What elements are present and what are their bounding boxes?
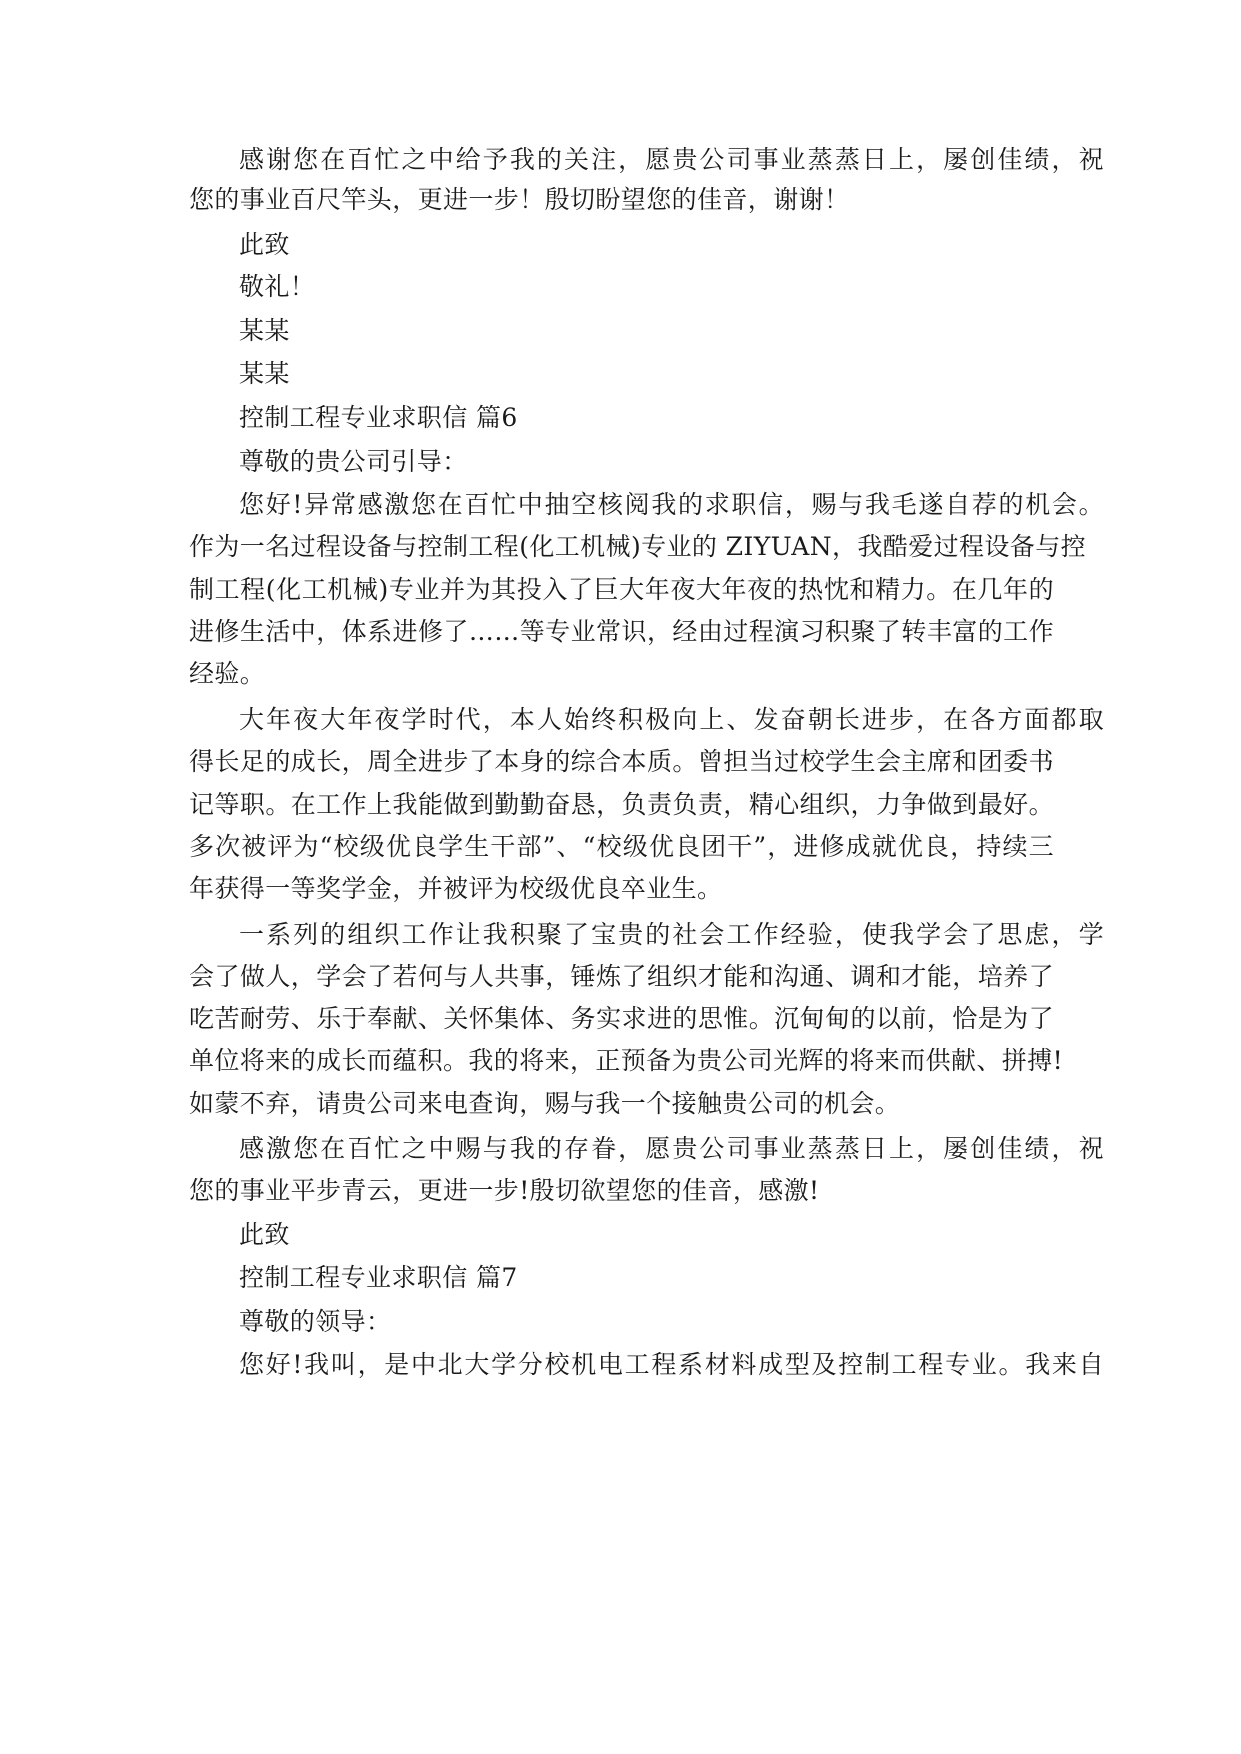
text-line-11: 制工程(化工机械)专业并为其投入了巨大年夜大年夜的热忱和精力。在几年的 (189, 575, 1054, 604)
text-line-29: 您好!我叫，是中北大学分校机电工程系材料成型及控制工程专业。我来自 (239, 1350, 1104, 1379)
text-line-20: 会了做人，学会了若何与人共事，锤炼了组织才能和沟通、调和才能，培养了 (189, 962, 1054, 991)
text-line-21: 吃苦耐劳、乐于奉献、关怀集体、务实求进的思惟。沉甸甸的以前，恰是为了 (189, 1004, 1054, 1033)
text-line-24: 感激您在百忙之中赐与我的存眷，愿贵公司事业蒸蒸日上，屡创佳绩，祝 (239, 1134, 1104, 1163)
text-line-2: 您的事业百尺竿头，更进一步！殷切盼望您的佳音，谢谢！ (189, 185, 850, 214)
section-heading-7: 控制工程专业求职信 篇7 (239, 1263, 518, 1292)
salutation-7: 尊敬的领导： (239, 1307, 392, 1336)
text-line-4: 敬礼！ (239, 272, 316, 301)
text-line-10: 作为一名过程设备与控制工程(化工机械)专业的 ZIYUAN，我酷爱过程设备与控 (189, 532, 1087, 561)
text-line-25: 您的事业平步青云，更进一步!殷切欲望您的佳音，感激! (189, 1176, 820, 1205)
text-line-5: 某某 (239, 316, 290, 345)
text-line-17: 多次被评为“校级优良学生干部”、“校级优良团干”，进修成就优良，持续三 (189, 832, 1054, 861)
text-line-3: 此致 (239, 230, 290, 259)
text-line-18: 年获得一等奖学金，并被评为校级优良卒业生。 (189, 874, 723, 903)
text-line-6: 某某 (239, 359, 290, 388)
text-line-19: 一系列的组织工作让我积聚了宝贵的社会工作经验，使我学会了思虑，学 (239, 920, 1104, 949)
text-line-1: 感谢您在百忙之中给予我的关注，愿贵公司事业蒸蒸日上，屡创佳绩，祝 (239, 145, 1104, 174)
text-line-23: 如蒙不弃，请贵公司来电查询，赐与我一个接触贵公司的机会。 (189, 1089, 901, 1118)
text-line-12: 进修生活中，体系进修了……等专业常识，经由过程演习积聚了转丰富的工作 (189, 617, 1054, 646)
text-line-26: 此致 (239, 1220, 290, 1249)
text-line-13: 经验。 (189, 659, 266, 688)
text-line-22: 单位将来的成长而蕴积。我的将来，正预备为贵公司光辉的将来而供献、拼搏! (189, 1046, 1064, 1075)
text-line-14: 大年夜大年夜学时代，本人始终积极向上、发奋朝长进步，在各方面都取 (239, 705, 1104, 734)
text-line-16: 记等职。在工作上我能做到勤勤奋恳，负责负责，精心组织，力争做到最好。 (189, 790, 1054, 819)
text-line-15: 得长足的成长，周全进步了本身的综合本质。曾担当过校学生会主席和团委书 (189, 747, 1054, 776)
section-heading-6: 控制工程专业求职信 篇6 (239, 403, 518, 432)
salutation-6: 尊敬的贵公司引导： (239, 447, 468, 476)
text-line-9: 您好!异常感激您在百忙中抽空核阅我的求职信，赐与我毛遂自荐的机会。 (239, 490, 1104, 519)
